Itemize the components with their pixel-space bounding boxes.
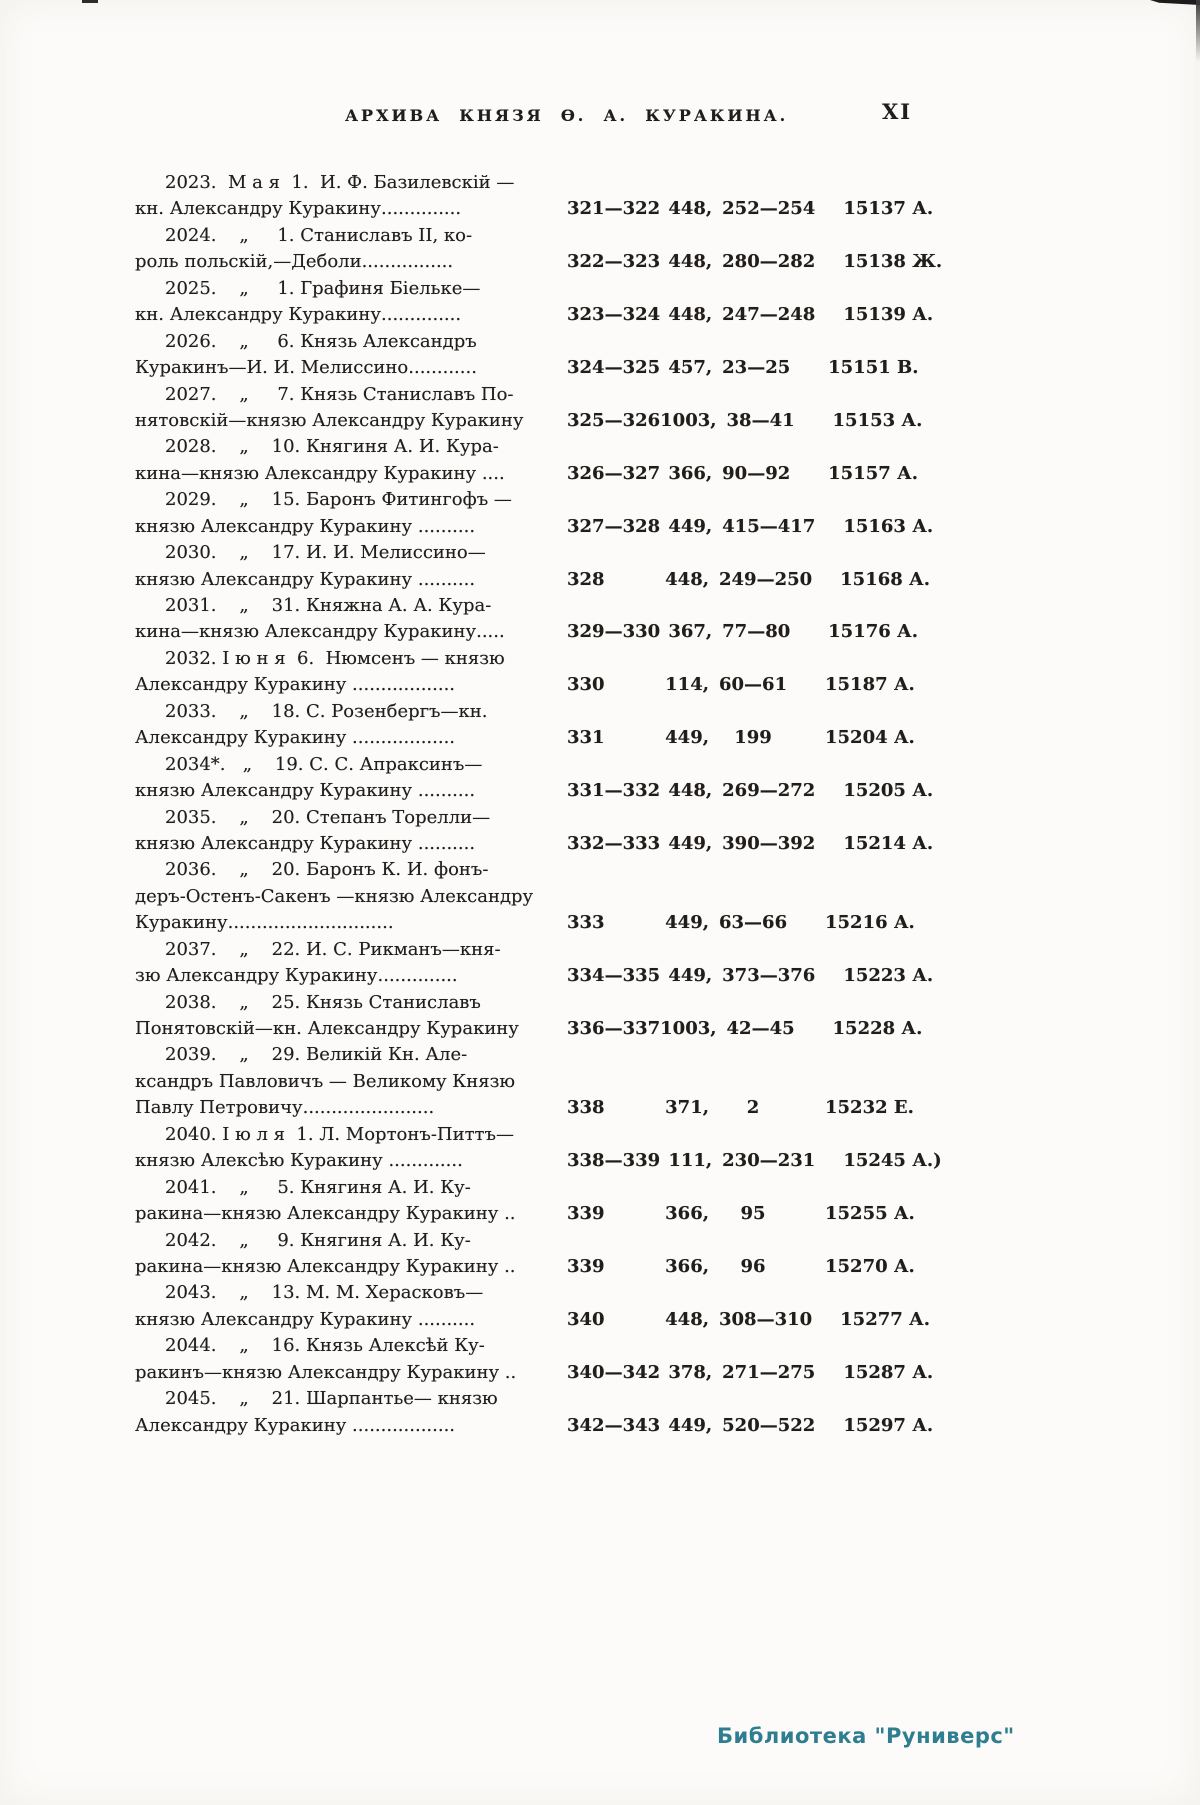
index-line (135, 196, 935, 222)
index-line (135, 249, 943, 275)
index-line (135, 963, 935, 989)
index-line (135, 593, 935, 619)
entry-text: 2031. „ 31. Княжна А. А. Кура- (165, 595, 492, 616)
page-number: XI (882, 99, 913, 124)
archive-code-column: 15228 А. (832, 1018, 923, 1039)
entry-text: Куракинъ—И. И. Мелиссино............ (135, 357, 477, 379)
index-line (135, 937, 935, 963)
entry-text: 2034*. „ 19. С. С. Апраксинъ— (165, 753, 483, 775)
entry-text: князю Александру Куракину .......... (135, 780, 476, 802)
reference-number-column: 366, (665, 1255, 709, 1277)
index-line (135, 1175, 935, 1201)
scan-artifact-top-left (82, 0, 98, 3)
index-line (135, 1201, 935, 1227)
reference-pages-column: 249—250 (719, 568, 813, 590)
entry-text: Павлу Петровичу....................... (135, 1097, 435, 1119)
entry-text: ракина—князю Александру Куракину .. (135, 1203, 516, 1225)
pages-column: 322—323 (567, 251, 661, 273)
reference-pages-column: 308—310 (719, 1308, 813, 1330)
index-line (135, 1386, 935, 1412)
index-line (135, 646, 935, 672)
reference-number-column: 449, (665, 912, 709, 934)
index-line (135, 461, 935, 487)
index-line (135, 857, 935, 883)
reference-pages-column: 230—231 (722, 1150, 816, 1172)
scan-artifact-top-right (1150, 0, 1200, 5)
entry-text: 2030. „ 17. И. И. Мелиссино— (165, 542, 486, 564)
index-line (135, 434, 935, 460)
entry-text: Александру Куракину .................. (135, 674, 456, 696)
index-line (135, 619, 935, 645)
reference-pages-column: 90—92 (722, 462, 791, 484)
index-line (135, 1016, 935, 1042)
reference-number-column: 449, (668, 515, 713, 537)
watermark: Библиотека "Руниверс" (717, 1724, 1015, 1748)
archive-code-column: 15255 А. (825, 1203, 915, 1225)
archive-code-column: 15204 А. (825, 727, 915, 749)
entry-text: 2036. „ 20. Баронъ К. И. фонъ- (165, 859, 489, 881)
entry-text: ракина—князю Александру Куракину .. (135, 1255, 516, 1277)
pages-column: 332—333 (567, 832, 661, 854)
entry-text: Куракину............................. (135, 912, 394, 934)
archive-code-column: 15214 А. (843, 832, 934, 854)
entry-text: 2042. „ 9. Княгиня А. И. Ку- (165, 1229, 471, 1251)
entry-text: 2032. І ю н я 6. Нюмсенъ — князю (165, 647, 505, 669)
archive-code-column: 15216 А. (825, 912, 915, 934)
pages-column: 323—324 (567, 304, 661, 326)
entry-text: 2038. „ 25. Князь Станиславъ (165, 991, 481, 1013)
entry-text: 2041. „ 5. Княгиня А. И. Ку- (165, 1176, 471, 1198)
reference-number-column: 448, (668, 304, 713, 326)
index-line (135, 514, 935, 540)
index-line (135, 990, 935, 1016)
index-line (135, 1307, 935, 1333)
index-line (135, 884, 935, 910)
entry-text: 2028. „ 10. Княгиня А. И. Кура- (165, 436, 499, 458)
reference-pages-column: 96 (740, 1255, 766, 1277)
index-line (135, 487, 935, 513)
reference-pages-column: 415—417 (722, 515, 816, 537)
reference-pages-column: 520—522 (722, 1414, 816, 1436)
pages-column: 336—337 (567, 1018, 661, 1039)
entry-text: 2029. „ 15. Баронъ Фитингофъ — (165, 489, 512, 511)
entry-text: 2024. „ 1. Станиславъ II, ко- (165, 224, 473, 246)
index-line (135, 1122, 935, 1148)
archive-code-column: 15187 А. (825, 674, 915, 696)
entry-text: 2033. „ 18. С. Розенбергъ—кн. (165, 700, 488, 722)
archive-code-column: 15232 Е. (825, 1097, 914, 1119)
index-line (135, 223, 935, 249)
archive-code-column: 15168 А. (840, 568, 930, 590)
entry-text: кина—князю Александру Куракину..... (135, 621, 505, 643)
index-lines (135, 170, 943, 1439)
entry-text: 2026. „ 6. Князь Александръ (165, 330, 477, 352)
reference-pages-column: 63—66 (719, 912, 788, 934)
entry-text: князю Александру Куракину .......... (135, 1308, 476, 1330)
index-line (135, 408, 935, 434)
index-line (135, 1228, 935, 1254)
reference-number-column: 449, (665, 727, 709, 749)
index-line (135, 778, 935, 804)
index-line (135, 540, 935, 566)
entry-text: Понятовскій—кн. Александру Куракину (135, 1018, 519, 1039)
entry-text: ксандръ Павловичъ — Великому Князю (135, 1070, 516, 1092)
entry-text: нятовскій—князю Александру Куракину (135, 409, 524, 431)
index-line (135, 1254, 935, 1280)
index-line (135, 170, 935, 196)
entry-text: 2023. М а я 1. И. Ф. Базилевскій — (165, 172, 515, 193)
index-line (135, 1413, 935, 1439)
index-line (135, 1280, 935, 1306)
index-line (135, 831, 935, 857)
index-line (135, 1360, 935, 1386)
entry-text: князю Александру Куракину .......... (135, 568, 476, 590)
entry-text: 2044. „ 16. Князь Алексѣй Ку- (165, 1335, 485, 1357)
pages-column: 331—332 (567, 780, 661, 802)
pages-column: 340—342 (567, 1361, 661, 1383)
pages-column: 329—330 (567, 621, 661, 643)
entry-text: 2037. „ 22. И. С. Рикманъ—кня- (165, 938, 501, 960)
reference-pages-column: 247—248 (722, 304, 816, 326)
pages-column: 334—335 (567, 965, 661, 987)
index-line (135, 1095, 935, 1121)
index-line (135, 805, 935, 831)
reference-pages-column: 77—80 (722, 621, 791, 643)
index-line (135, 1333, 935, 1359)
pages-column: 342—343 (567, 1414, 661, 1436)
reference-number-column: 367, (668, 621, 713, 643)
pages-column: 325—326 (567, 409, 661, 431)
entry-text: Александру Куракину .................. (135, 1414, 456, 1436)
reference-pages-column: 95 (740, 1203, 766, 1225)
pages-column: 321—322 (567, 198, 661, 220)
reference-number-column: 448, (668, 780, 713, 802)
entry-text: 2025. „ 1. Графиня Біельке— (165, 277, 481, 299)
index-line (135, 276, 935, 302)
archive-code-column: 15157 А. (828, 462, 918, 484)
archive-code-column: 15153 А. (832, 409, 923, 431)
index-line (135, 382, 935, 408)
pages-column: 328 (567, 568, 605, 590)
reference-number-column: 114, (665, 674, 709, 696)
archive-code-column: 15277 А. (840, 1308, 930, 1330)
index-line (135, 1148, 942, 1174)
archive-code-column: 15137 А. (843, 198, 934, 220)
entry-text: кина—князю Александру Куракину .... (135, 462, 505, 484)
index-line (135, 567, 935, 593)
archive-code-column: 15287 А. (843, 1361, 934, 1383)
pages-column: 331 (567, 727, 605, 749)
reference-number-column: 371, (665, 1097, 709, 1119)
pages-column: 338 (567, 1097, 605, 1119)
entry-text: князю Алексѣю Куракину ............. (135, 1150, 463, 1172)
reference-number-column: 1003, (660, 1018, 717, 1039)
archive-code-column: 15138 Ж. (843, 251, 943, 273)
reference-pages-column: 199 (734, 727, 772, 749)
reference-number-column: 448, (665, 568, 709, 590)
index-line (135, 302, 935, 328)
reference-pages-column: 280—282 (722, 251, 816, 273)
reference-pages-column: 271—275 (722, 1361, 816, 1383)
entry-text: кн. Александру Куракину.............. (135, 198, 462, 220)
archive-code-column: 15270 А. (825, 1255, 915, 1277)
reference-number-column: 449, (668, 965, 713, 987)
pages-column: 327—328 (567, 515, 661, 537)
entry-text: 2040. І ю л я 1. Л. Мортонъ-Питтъ— (165, 1123, 514, 1145)
reference-number-column: 1003, (660, 409, 717, 431)
entry-text: зю Александру Куракину.............. (135, 965, 458, 987)
reference-number-column: 111, (668, 1150, 713, 1172)
index-line (135, 699, 935, 725)
archive-code-column: 15223 А. (843, 965, 934, 987)
reference-pages-column: 269—272 (722, 780, 816, 802)
reference-pages-column: 38—41 (726, 409, 795, 431)
reference-number-column: 448, (668, 198, 713, 220)
reference-number-column: 449, (668, 1414, 713, 1436)
entry-text: Александру Куракину .................. (135, 727, 456, 749)
entry-text: 2043. „ 13. М. М. Херасковъ— (165, 1282, 484, 1304)
pages-column: 326—327 (567, 462, 661, 484)
pages-column: 339 (567, 1255, 605, 1277)
reference-pages-column: 60—61 (719, 674, 788, 696)
archive-code-column: 15205 А. (843, 780, 934, 802)
reference-number-column: 449, (668, 832, 713, 854)
index-line (135, 1069, 935, 1095)
reference-number-column: 448, (665, 1308, 709, 1330)
reference-pages-column: 2 (746, 1097, 760, 1119)
pages-column: 340 (567, 1308, 605, 1330)
index-line (135, 672, 935, 698)
reference-number-column: 366, (665, 1203, 709, 1225)
entry-text: 2045. „ 21. Шарпантье— князю (165, 1388, 498, 1410)
archive-code-column: 15151 В. (828, 357, 919, 379)
reference-pages-column: 252—254 (722, 198, 816, 220)
index-line (135, 752, 935, 778)
pages-column: 339 (567, 1203, 605, 1225)
reference-pages-column: 42—45 (726, 1018, 795, 1039)
reference-pages-column: 390—392 (722, 832, 816, 854)
entry-text: 2039. „ 29. Великій Кн. Але- (165, 1044, 468, 1066)
reference-number-column: 378, (668, 1361, 713, 1383)
entry-text: князю Александру Куракину .......... (135, 832, 476, 854)
scan-artifact-right-edge (1196, 0, 1200, 62)
archive-code-column: 15297 А. (843, 1414, 934, 1436)
index-line (135, 329, 935, 355)
entry-text: роль польскій,—Деболи................ (135, 251, 454, 273)
pages-column: 333 (567, 912, 605, 934)
reference-number-column: 457, (668, 357, 713, 379)
pages-column: 324—325 (567, 357, 661, 379)
entry-text: 2035. „ 20. Степанъ Торелли— (165, 806, 491, 828)
entry-text: деръ-Остенъ-Сакенъ —князю Александру (135, 885, 534, 907)
archive-code-column: 15163 А. (843, 515, 934, 537)
reference-pages-column: 23—25 (722, 357, 791, 379)
reference-pages-column: 373—376 (722, 965, 816, 987)
index-line (135, 910, 935, 936)
index-line (135, 725, 935, 751)
entry-text: 2027. „ 7. Князь Станиславъ По- (165, 383, 514, 405)
entry-text: князю Александру Куракину .......... (135, 515, 476, 537)
archive-code-column: 15139 А. (843, 304, 934, 326)
pages-column: 338—339 (567, 1150, 661, 1172)
reference-number-column: 448, (668, 251, 713, 273)
archive-code-column: 15176 А. (828, 621, 918, 643)
reference-number-column: 366, (668, 462, 713, 484)
pages-column: 330 (567, 674, 605, 696)
entry-text: ракинъ—князю Александру Куракину .. (135, 1361, 517, 1383)
entry-text: кн. Александру Куракину.............. (135, 304, 462, 326)
index-line (135, 355, 935, 381)
archive-code-column: 15245 А.) (843, 1150, 942, 1172)
index-line (135, 1042, 935, 1068)
page-header-title: АРХИВА КНЯЗЯ Ѳ. А. КУРАКИНА. (345, 106, 789, 125)
